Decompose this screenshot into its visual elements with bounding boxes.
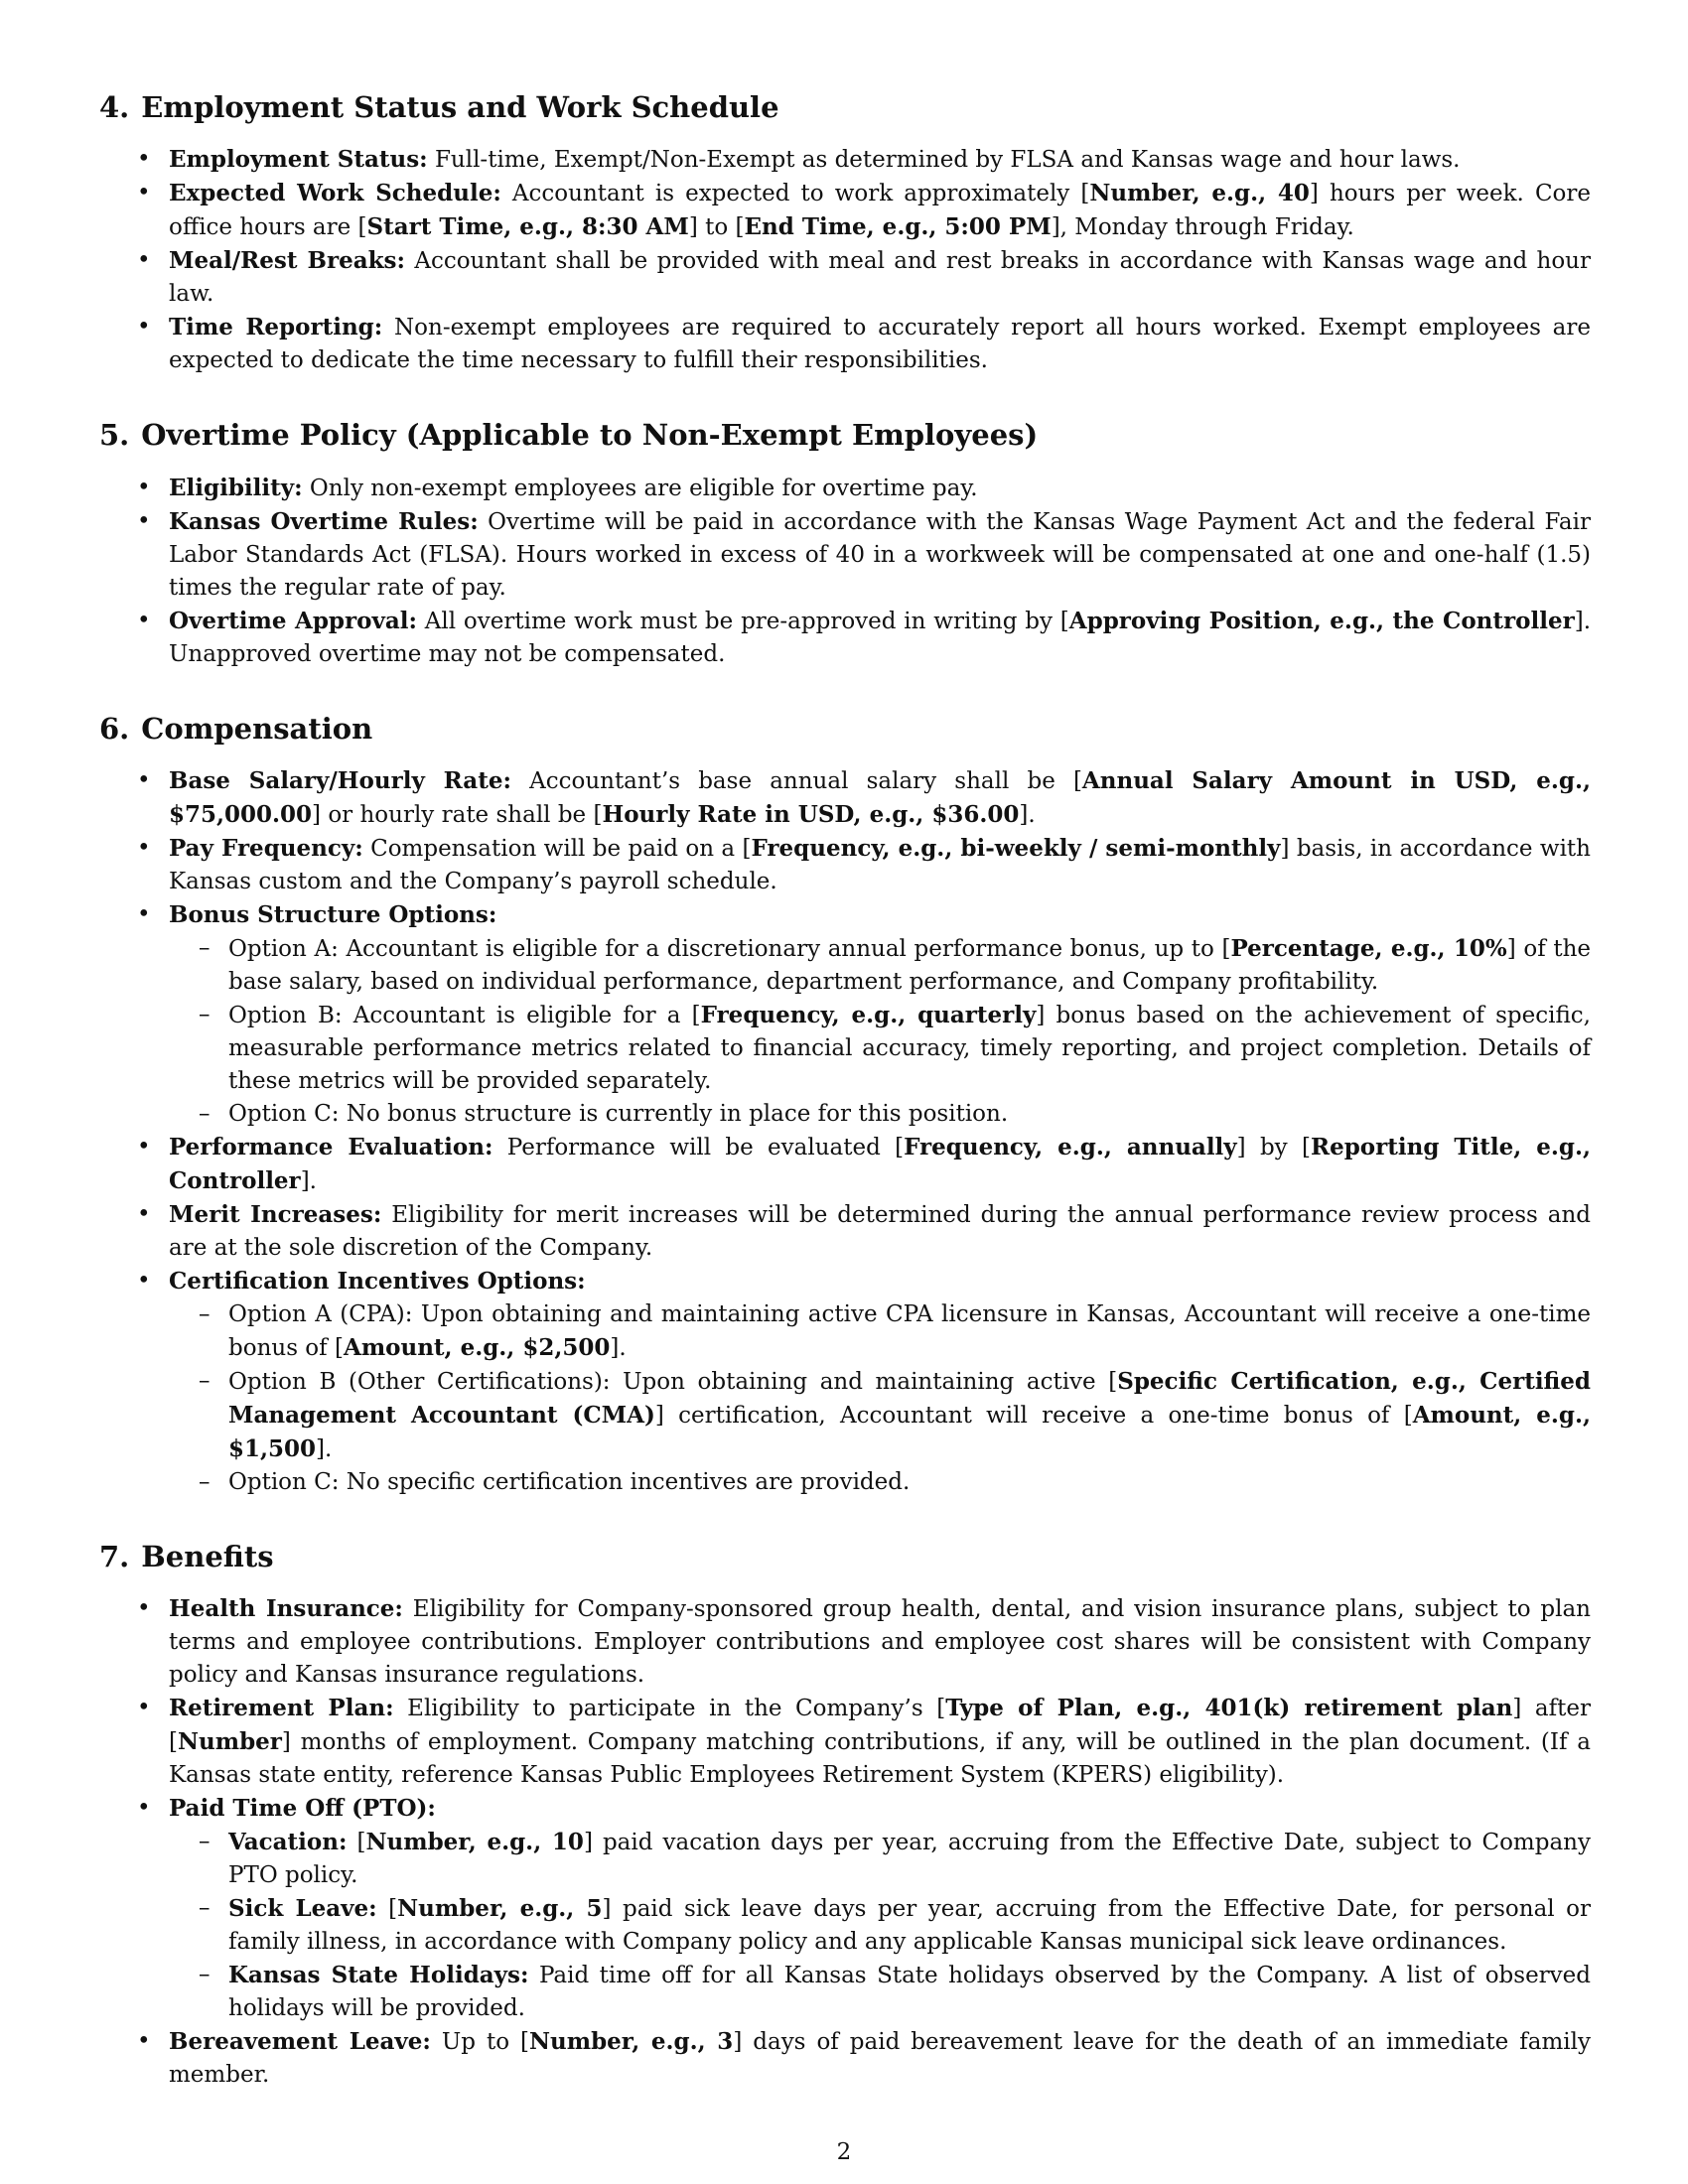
section-employment-status [99,89,1591,377]
section-heading: 6. Compensation [99,711,373,746]
list-item: • Employment Status: Full-time, Exempt/Non-Exempt as determined by FLSA and Kansas wage and hour laws. [99,143,1591,177]
list-item: • Paid Time Off (PTO): – Vacation: [Number, e.g., 10] paid vacation days per year, accruing from the Effective Date, subject to Company PTO policy. – Sick Leave: [Number, e.g., 5] paid sick leave days per year, accruing from the Effective Date, for personal or family illness, in accordance with Company policy and any applicable Kansas municipal sick leave ordinances. – Kansas State Holidays: Paid time off for all Kansas State holidays observed by the Company. A list of observed holidays will be provided. [99,1792,1591,2025]
document-page [99,89,1591,2131]
list-item: • Bonus Structure Options: – Option A: Accountant is eligible for a discretionary annual performance bonus, up to [Percentage, e.g., 10%] of the base salary, based on individual performance, department performance, and Company profitability. – Option B: Accountant is eligible for a [Frequency, e.g., quarterly] bonus based on the achievement of specific, measurable performance metrics related to financial accuracy, timely reporting, and project completion. Details of these metrics will be provided separately. – Option C: No bonus structure is currently in place for this position. [99,898,1591,1131]
list-item: • Expected Work Schedule: Accountant is expected to work approximately [Number, e.g., 40] hours per week. Core office hours are [Start Time, e.g., 8:30 AM] to [End Time, e.g., 5:00 PM], Monday through Friday. [99,177,1591,244]
list-item: • Health Insurance: Eligibility for Company-sponsored group health, dental, and vision insurance plans, subject to plan terms and employee contributions. Employer contributions and employee cost shares will be consistent with Company policy and Kansas insurance regulations. [99,1592,1591,1692]
sub-list-item: – Option A (CPA): Upon obtaining and maintaining active CPA licensure in Kansas, Accountant will receive a one-time bonus of [Amount, e.g., $2,500]. [169,1298,1591,1365]
bullet-list [99,1592,1591,2092]
page-number: 2 [836,2139,852,2165]
sub-list-item: – Option B: Accountant is eligible for a [Frequency, e.g., quarterly] bonus based on the achievement of specific, measurable performance metrics related to financial accuracy, timely reporting, and project completion. Details of these metrics will be provided separately. [169,999,1591,1098]
list-item: • Pay Frequency: Compensation will be paid on a [Frequency, e.g., bi-weekly / semi-monthly] basis, in accordance with Kansas custom and the Company’s payroll schedule. [99,832,1591,898]
sub-list-item: – Vacation: [Number, e.g., 10] paid vacation days per year, accruing from the Effective Date, subject to Company PTO policy. [169,1826,1591,1892]
section-heading: 4. Employment Status and Work Schedule [99,90,779,124]
section-overtime-policy [99,417,1591,670]
bullet-list [99,764,1591,1499]
list-item: • Time Reporting: Non-exempt employees are required to accurately report all hours worked. Exempt employees are expected to dedicate the time necessary to fulfill their responsibilities. [99,311,1591,377]
list-item: • Overtime Approval: All overtime work must be pre-approved in writing by [Approving Position, e.g., the Controller]. Unapproved overtime may not be compensated. [99,605,1591,671]
sub-list-item: – Option A: Accountant is eligible for a discretionary annual performance bonus, up to [Percentage, e.g., 10%] of the base salary, based on individual performance, department performance, and Company profitability. [169,932,1591,999]
section-heading: 7. Benefits [99,1539,274,1573]
section-compensation [99,711,1591,1499]
sub-list [169,1298,1591,1499]
sub-list-item: – Option C: No specific certification incentives are provided. [169,1466,1591,1499]
sub-list-item: – Sick Leave: [Number, e.g., 5] paid sick leave days per year, accruing from the Effective Date, for personal or family illness, in accordance with Company policy and any applicable Kansas municipal sick leave ordinances. [169,1892,1591,1959]
sub-list-item: – Option B (Other Certifications): Upon obtaining and maintaining active [Specific Certification, e.g., Certified Management Accountant (CMA)] certification, Accountant will receive a one-time bonus of [Amount, e.g., $1,500]. [169,1365,1591,1466]
bullet-list [99,472,1591,671]
list-item: • Eligibility: Only non-exempt employees are eligible for overtime pay. [99,472,1591,505]
list-item: • Performance Evaluation: Performance will be evaluated [Frequency, e.g., annually] by [Reporting Title, e.g., Controller]. [99,1131,1591,1198]
bullet-list [99,143,1591,377]
list-item: • Kansas Overtime Rules: Overtime will be paid in accordance with the Kansas Wage Payment Act and the federal Fair Labor Standards Act (FLSA). Hours worked in excess of 40 in a workweek will be compensated at one and one-half (1.5) times the regular rate of pay. [99,505,1591,605]
sub-list-item: – Option C: No bonus structure is currently in place for this position. [169,1098,1591,1131]
list-item: • Retirement Plan: Eligibility to participate in the Company’s [Type of Plan, e.g., 401(k) retirement plan] after [Number] months of employment. Company matching contributions, if any, will be outlined in the plan document. (If a Kansas state entity, reference Kansas Public Employees Retirement System (KPERS) eligibility). [99,1692,1591,1792]
list-item: • Bereavement Leave: Up to [Number, e.g., 3] days of paid bereavement leave for the death of an immediate family member. [99,2025,1591,2092]
sub-list-item: – Kansas State Holidays: Paid time off for all Kansas State holidays observed by the Company. A list of observed holidays will be provided. [169,1959,1591,2025]
list-item: • Meal/Rest Breaks: Accountant shall be provided with meal and rest breaks in accordance with Kansas wage and hour law. [99,244,1591,311]
section-heading: 5. Overtime Policy (Applicable to Non-Exempt Employees) [99,418,1039,453]
list-item: • Base Salary/Hourly Rate: Accountant’s base annual salary shall be [Annual Salary Amount in USD, e.g., $75,000.00] or hourly rate shall be [Hourly Rate in USD, e.g., $36.00]. [99,764,1591,832]
section-benefits [99,1539,1591,2092]
sub-list [169,1826,1591,2025]
list-item: • Merit Increases: Eligibility for merit increases will be determined during the annual performance review process and are at the sole discretion of the Company. [99,1198,1591,1265]
sub-list [169,932,1591,1131]
list-item: • Certification Incentives Options: – Option A (CPA): Upon obtaining and maintaining active CPA licensure in Kansas, Accountant will receive a one-time bonus of [Amount, e.g., $2,500]. – Option B (Other Certifications): Upon obtaining and maintaining active [Specific Certification, e.g., Certified Management Accountant (CMA)] certification, Accountant will receive a one-time bonus of [Amount, e.g., $1,500]. – Option C: No specific certification incentives are provided. [99,1265,1591,1499]
